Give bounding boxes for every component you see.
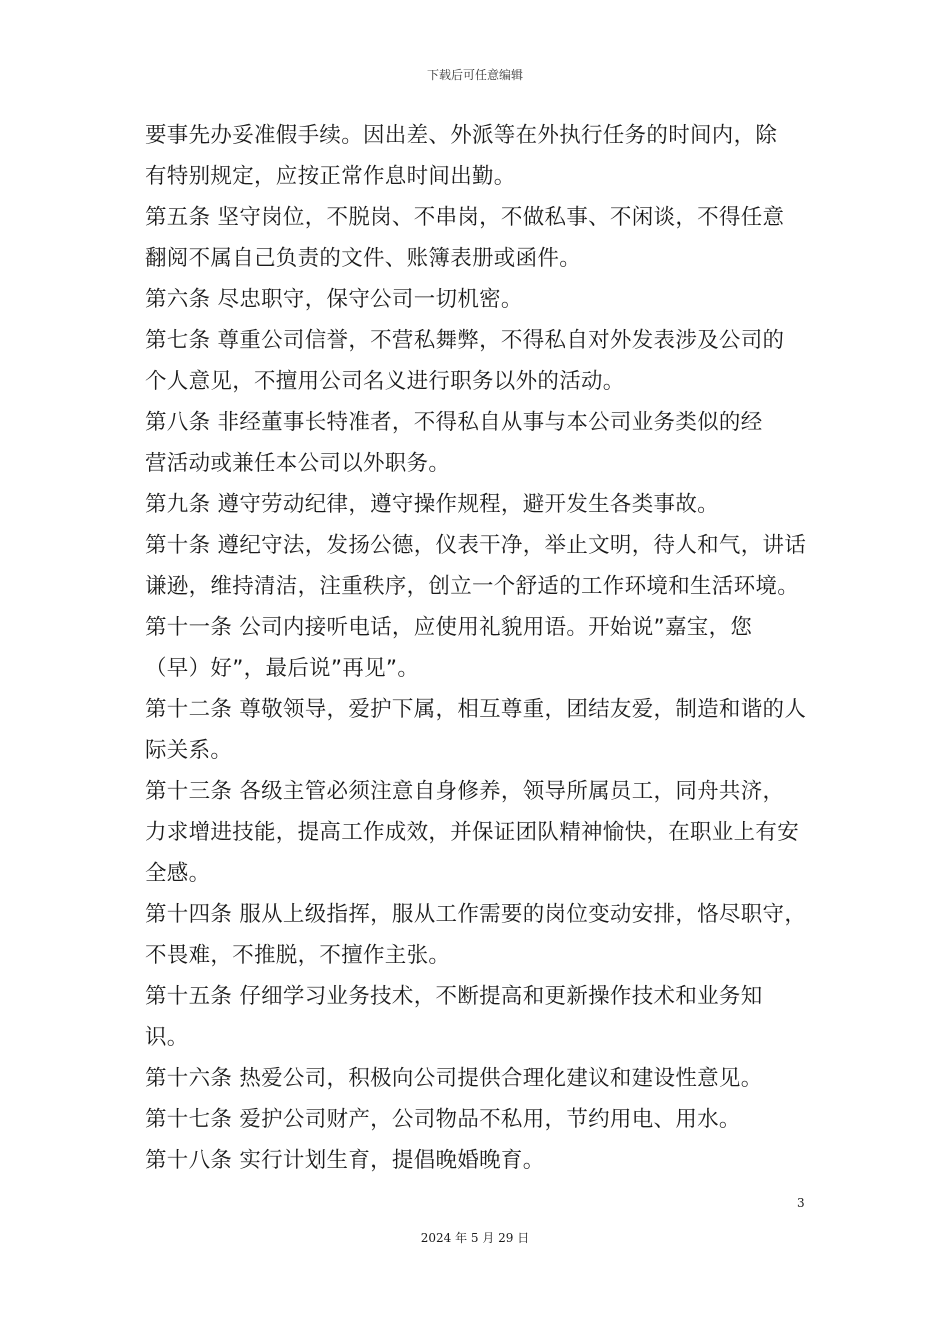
- article-14-line: 第十四条 服从上级指挥，服从工作需要的岗位变动安排，恪尽职守，: [145, 902, 807, 927]
- text-line: （早）好”，最后说”再见”。: [145, 656, 420, 681]
- article-17-line: 第十七条 爱护公司财产，公司物品不私用，节约用电、用水。: [145, 1107, 741, 1132]
- text-line: 谦逊，维持清洁，注重秩序，创立一个舒适的工作环境和生活环境。: [145, 574, 800, 599]
- text-line: 力求增进技能，提高工作成效，并保证团队精神愉快，在职业上有安: [145, 820, 800, 845]
- article-11-line: 第十一条 公司内接听电话，应使用礼貌用语。开始说”嘉宝，您: [145, 615, 753, 640]
- article-10-line: 第十条 遵纪守法，发扬公德，仪表干净，举止文明，待人和气，讲话: [145, 533, 807, 558]
- page-number: 3: [797, 1196, 805, 1210]
- text-line: 个人意见，不擅用公司名义进行职务以外的活动。: [145, 369, 625, 394]
- article-18-line: 第十八条 实行计划生育，提倡晚婚晚育。: [145, 1148, 545, 1173]
- article-13-line: 第十三条 各级主管必须注意自身修养，领导所属员工，同舟共济，: [145, 779, 785, 804]
- text-line: 要事先办妥准假手续。因出差、外派等在外执行任务的时间内，除: [145, 123, 778, 148]
- text-line: 识。: [145, 1025, 189, 1050]
- text-line: 翻阅不属自己负责的文件、账簿表册或函件。: [145, 246, 582, 271]
- article-5-line: 第五条 坚守岗位，不脱岗、不串岗，不做私事、不闲谈，不得任意: [145, 205, 785, 230]
- text-line: 不畏难，不推脱，不擅作主张。: [145, 943, 451, 968]
- document-body: [145, 115, 815, 1181]
- text-line: 有特别规定，应按正常作息时间出勤。: [145, 164, 516, 189]
- page-header: 下载后可任意编辑: [426, 68, 523, 82]
- article-6-line: 第六条 尽忠职守，保守公司一切机密。: [145, 287, 523, 312]
- article-9-line: 第九条 遵守劳动纪律，遵守操作规程，避开发生各类事故。: [145, 492, 719, 517]
- article-8-line: 第八条 非经董事长特准者，不得私自从事与本公司业务类似的经: [145, 410, 763, 435]
- text-line: 全感。: [145, 861, 211, 886]
- page-footer-date: 2024 年 5 月 29 日: [420, 1231, 530, 1245]
- article-12-line: 第十二条 尊敬领导，爱护下属，相互尊重，团结友爱，制造和谐的人: [145, 697, 807, 722]
- text-line: 营活动或兼任本公司以外职务。: [145, 451, 451, 476]
- text-line: 际关系。: [145, 738, 233, 763]
- article-7-line: 第七条 尊重公司信誉，不营私舞弊，不得私自对外发表涉及公司的: [145, 328, 785, 353]
- article-15-line: 第十五条 仔细学习业务技术，不断提高和更新操作技术和业务知: [145, 984, 763, 1009]
- article-16-line: 第十六条 热爱公司，积极向公司提供合理化建议和建设性意见。: [145, 1066, 763, 1091]
